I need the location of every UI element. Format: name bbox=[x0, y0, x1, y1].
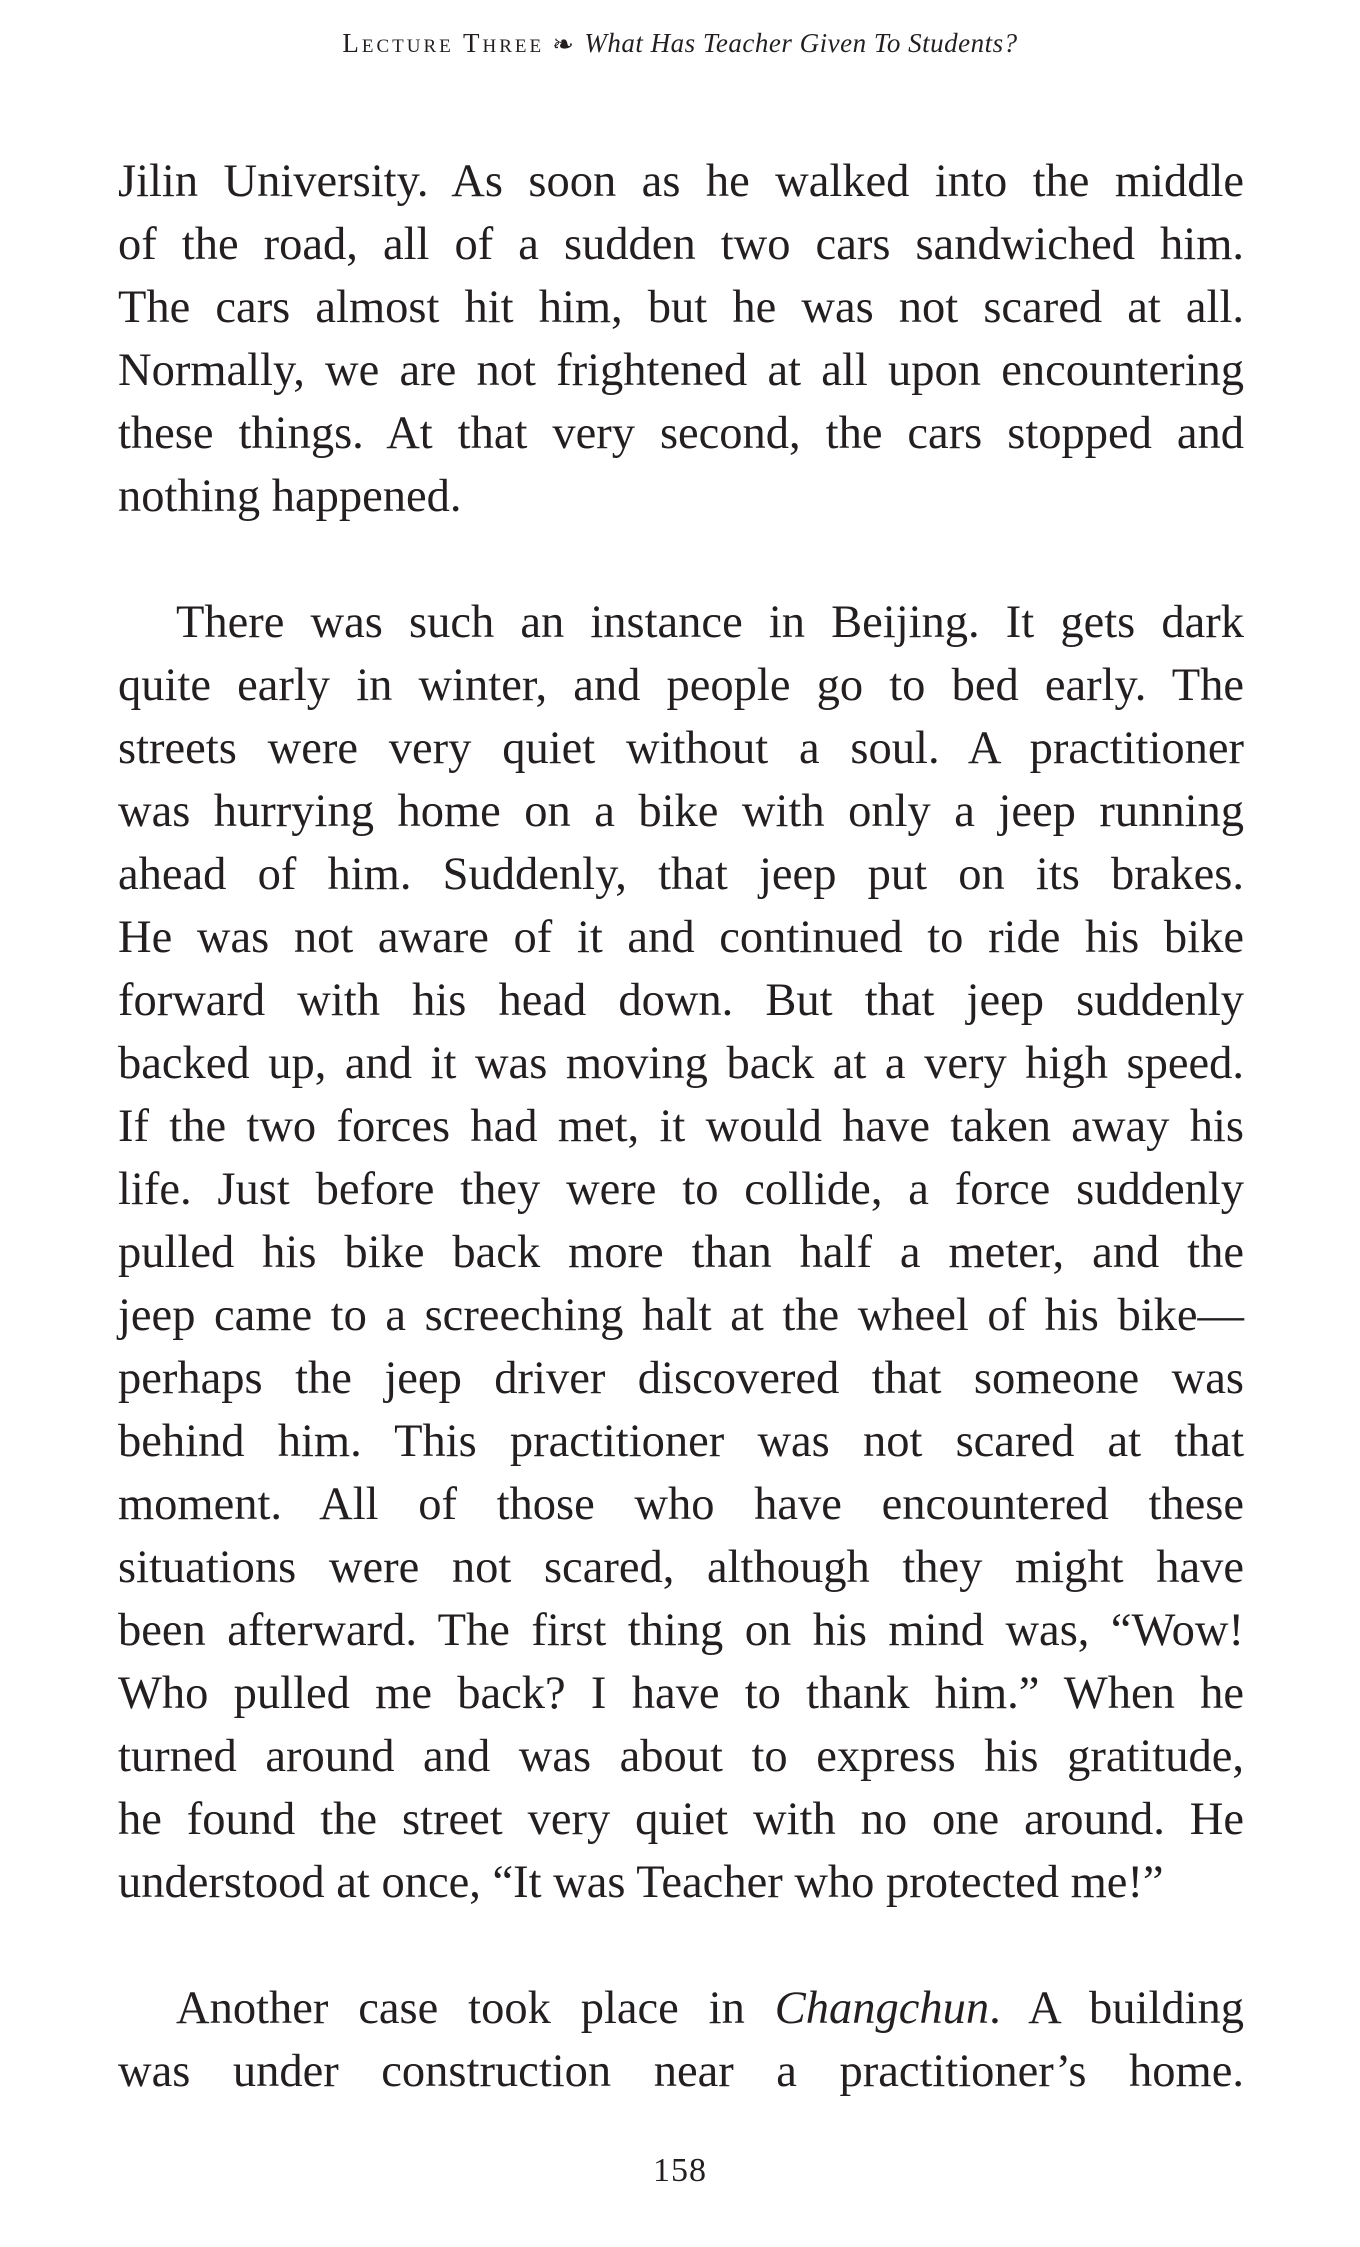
text-line: Normally, we are not frightened at all upon encountering bbox=[118, 345, 1244, 396]
text-line: perhaps the jeep driver discovered that someone was bbox=[118, 1353, 1244, 1404]
paragraph-1 bbox=[118, 150, 1244, 528]
text-line: backed up, and it was moving back at a very high speed. bbox=[118, 1038, 1244, 1089]
text-line: forward with his head down. But that jeep suddenly bbox=[118, 975, 1244, 1026]
text-line: He was not aware of it and continued to ride his bike bbox=[118, 912, 1244, 963]
text-line: been afterward. The first thing on his mind was, “Wow! bbox=[118, 1605, 1244, 1656]
text-line: The cars almost hit him, but he was not scared at all. bbox=[118, 282, 1244, 333]
text-line: Who pulled me back? I have to thank him.” When he bbox=[118, 1668, 1244, 1719]
fleuron-icon: ❧ bbox=[552, 30, 575, 59]
body-text bbox=[118, 150, 1244, 2103]
text-line: he found the street very quiet with no one around. He bbox=[118, 1794, 1244, 1845]
text-line: There was such an instance in Beijing. It gets dark bbox=[176, 597, 1244, 648]
text-run: Another case took place in bbox=[176, 1983, 775, 2034]
text-line: of the road, all of a sudden two cars sandwiched him. bbox=[118, 219, 1244, 270]
text-line: Jilin University. As soon as he walked into the middle bbox=[118, 156, 1244, 207]
text-run: . A building bbox=[989, 1983, 1244, 2034]
paragraph-2 bbox=[118, 591, 1244, 1914]
text-line: behind him. This practitioner was not scared at that bbox=[118, 1416, 1244, 1467]
running-head-title: What Has Teacher Given To Students? bbox=[584, 28, 1018, 58]
text-line bbox=[118, 1977, 1244, 2040]
text-line: was hurrying home on a bike with only a jeep running bbox=[118, 786, 1244, 837]
place-name: Changchun bbox=[774, 1983, 990, 2034]
paragraph-gap bbox=[118, 528, 1244, 591]
paragraph-3 bbox=[118, 1977, 1244, 2103]
text-line: these things. At that very second, the cars stopped and bbox=[118, 408, 1244, 459]
running-head-chapter: Lecture Three bbox=[342, 28, 545, 58]
text-line: moment. All of those who have encountered these bbox=[118, 1479, 1244, 1530]
text-line: understood at once, “It was Teacher who protected me!” bbox=[118, 1857, 1164, 1908]
text-line: streets were very quiet without a soul. A practitioner bbox=[118, 723, 1244, 774]
text-line: ahead of him. Suddenly, that jeep put on its brakes. bbox=[118, 849, 1244, 900]
page-number: 158 bbox=[653, 2152, 707, 2189]
text-line: situations were not scared, although they might have bbox=[118, 1542, 1244, 1593]
paragraph-gap bbox=[118, 1914, 1244, 1977]
text-line: was under construction near a practitioner’s home. bbox=[118, 2046, 1244, 2097]
text-line: nothing happened. bbox=[118, 471, 462, 522]
text-line: jeep came to a screeching halt at the wheel of his bike— bbox=[118, 1290, 1244, 1341]
text-line: If the two forces had met, it would have taken away his bbox=[118, 1101, 1244, 1152]
text-line: turned around and was about to express his gratitude, bbox=[118, 1731, 1244, 1782]
text-line: life. Just before they were to collide, a force suddenly bbox=[118, 1164, 1244, 1215]
running-head bbox=[0, 28, 1360, 60]
text-line: pulled his bike back more than half a meter, and the bbox=[118, 1227, 1244, 1278]
text-line: quite early in winter, and people go to bed early. The bbox=[118, 660, 1244, 711]
